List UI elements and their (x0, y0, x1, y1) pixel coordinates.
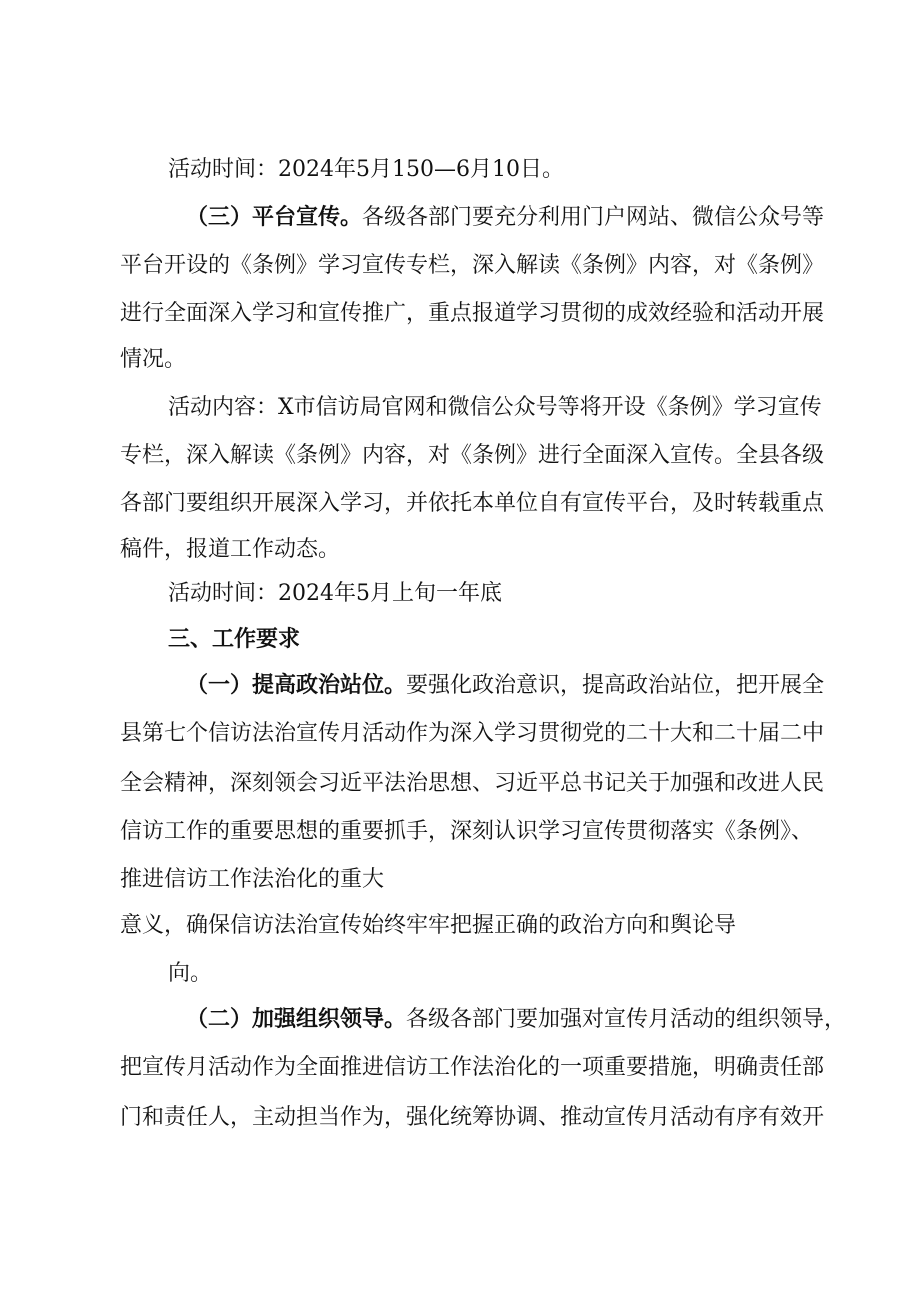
section-heading-line: （一）提高政治站位。要强化政治意识，提高政治站位，把开展全 (186, 673, 825, 698)
paragraph-line: 意义，确保信访法治宣传始终牢牢把握正确的政治方向和舆论导 (120, 913, 737, 938)
paragraph-line: 情况。 (120, 347, 187, 372)
section-heading: （二）加强组织领导。 (186, 1007, 407, 1032)
section-heading-line: （三）平台宣传。各级各部门要充分利用门户网站、微信公众号等 (186, 205, 825, 230)
paragraph-line: 县第七个信访法治宣传月活动作为深入学习贯彻党的二十大和二十届二中 (120, 721, 825, 746)
paragraph-line: 进行全面深入学习和宣传推广，重点报道学习贯彻的成效经验和活动开展 (120, 301, 825, 326)
paragraph-line: 活动时间：2024年5月上旬一年底 (168, 581, 502, 606)
paragraph-line: 门和责任人，主动担当作为，强化统筹协调、推动宣传月活动有序有效开 (120, 1105, 825, 1130)
paragraph-line: 活动时间：2024年5月150—6月10日。 (168, 157, 564, 182)
paragraph-line: 把宣传月活动作为全面推进信访工作法治化的一项重要措施，明确责任部 (120, 1055, 825, 1080)
paragraph-line: 信访工作的重要思想的重要抓手，深刻认识学习宣传贯彻落实《条例》、 (120, 819, 814, 844)
section-heading-line: （二）加强组织领导。各级各部门要加强对宣传月活动的组织领导， (186, 1007, 847, 1032)
section-heading: （一）提高政治站位。 (186, 673, 407, 698)
paragraph-line: 稿件，报道工作动态。 (120, 537, 341, 562)
paragraph-line: 各部门要组织开展深入学习，并依托本单位自有宣传平台，及时转载重点 (120, 491, 825, 516)
paragraph-line: 活动内容：X市信访局官网和微信公众号等将开设《条例》学习宣传 (168, 395, 822, 420)
paragraph-line: 推进信访工作法治化的重大 (120, 867, 385, 892)
section-heading: （三）平台宣传。 (186, 205, 363, 230)
paragraph-line: 平台开设的《条例》学习宣传专栏，深入解读《条例》内容，对《条例》 (120, 253, 825, 278)
part-heading: 三、工作要求 (168, 627, 301, 652)
paragraph-line: 专栏，深入解读《条例》内容，对《条例》进行全面深入宣传。全县各级 (120, 443, 825, 468)
paragraph-line: 向。 (168, 961, 213, 986)
paragraph-line: 全会精神，深刻领会习近平法治思想、习近平总书记关于加强和改进人民 (120, 771, 825, 796)
